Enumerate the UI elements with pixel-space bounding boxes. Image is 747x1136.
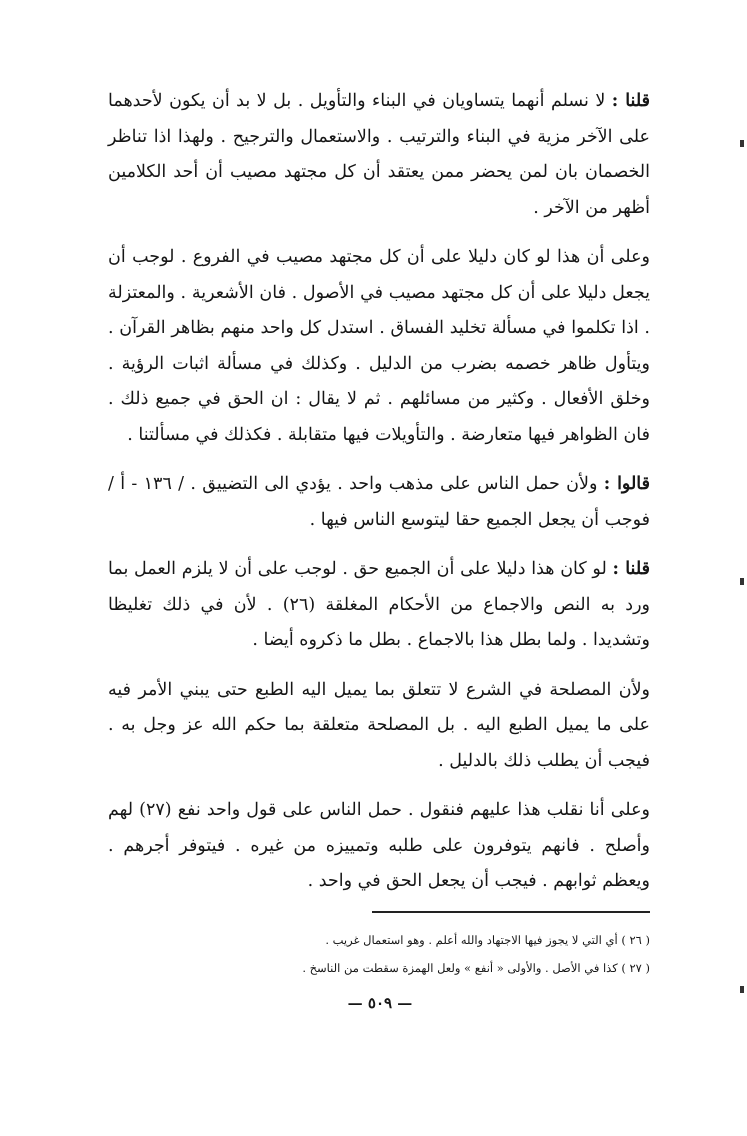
- page-number: — ٥٠٩ —: [347, 994, 413, 1012]
- paragraph-text: ولأن المصلحة في الشرع لا تتعلق بما يميل اليه الطبع حتى يبني الأمر فيه على ما يميل الطبع اليه . بل المصلحة متعلقة بما حكم الله عز وجل به . فيجب أن يطلب ذلك بالدليل .: [108, 679, 650, 771]
- paragraph-5: [108, 673, 650, 780]
- paragraph-lead: قلنا :: [611, 91, 650, 111]
- paragraph-3: [108, 467, 650, 538]
- main-text: [108, 84, 650, 914]
- paragraph-text: وعلى أن هذا لو كان دليلا على أن كل مجتهد مصيب في الفروع . لوجب أن يجعل دليلا على أن كل مجتهد مصيب في الأصول . فان الأشعرية . والمعتزلة . اذا تكلموا في مسألة تخليد الفساق . استدل كل واحد منهم بظاهر القرآن . ويتأول ظاهر خصمه بضرب من الدليل . وكذلك في مسألة اثبات الرؤية . وخلق الأفعال . وكثير من مسائلهم . ثم لا يقال : ان الحق في جميع ذلك . فان الظواهر فيها متعارضة . والتأويلات فيها متقابلة . فكذلك في مسألتنا .: [108, 247, 650, 445]
- paragraph-2: [108, 240, 650, 453]
- footnote-26: ( ٢٦ ) أي التي لا يجوز فيها الاجتهاد والله أعلم . وهو استعمال غريب .: [325, 933, 650, 947]
- margin-mark: [740, 578, 744, 585]
- paragraph-lead: قلنا :: [612, 559, 650, 579]
- paragraph-text: وعلى أنا نقلب هذا عليهم فنقول . حمل الناس على قول واحد نفع (٢٧) لهم وأصلح . فانهم يتوفرون على طلبه وتمييزه من غيره . فيتوفر أجرهم . ويعظم ثوابهم . فيجب أن يجعل الحق في واحد .: [108, 800, 650, 891]
- paragraph-text: لو كان هذا دليلا على أن الجميع حق . لوجب على أن لا يلزم العمل بما ورد به النص والاجماع من الأحكام المغلقة (٢٦) . لأن في ذلك تغليظا وتشديدا . ولما بطل هذا بالاجماع . بطل ما ذكروه أيضا .: [108, 559, 650, 650]
- paragraph-4: [108, 552, 650, 659]
- margin-mark: [740, 140, 744, 147]
- footnote-divider: [372, 911, 650, 913]
- margin-mark: [740, 986, 744, 993]
- paragraph-text: ولأن حمل الناس على مذهب واحد . يؤدي الى التضييق . / ١٣٦ - أ / فوجب أن يجعل الجميع حقا ليتوسع الناس فيها .: [108, 474, 650, 530]
- footnote-27: ( ٢٧ ) كذا في الأصل . والأولى « أنفع » ولعل الهمزة سقطت من الناسخ .: [302, 961, 650, 975]
- paragraph-text: لا نسلم أنهما يتساويان في البناء والتأويل . بل لا بد أن يكون لأحدهما على الآخر مزية في البناء والترتيب . والاستعمال والترجيح . ولهذا اذا تناظر الخصمان بان لمن يحضر ممن يعتقد أن كل مجتهد مصيب أن أحد الكلامين أظهر من الآخر .: [108, 91, 650, 218]
- paragraph-1: [108, 84, 650, 226]
- paragraph-lead: قالوا :: [603, 474, 651, 494]
- footnotes: [200, 926, 650, 982]
- paragraph-6: [108, 793, 650, 900]
